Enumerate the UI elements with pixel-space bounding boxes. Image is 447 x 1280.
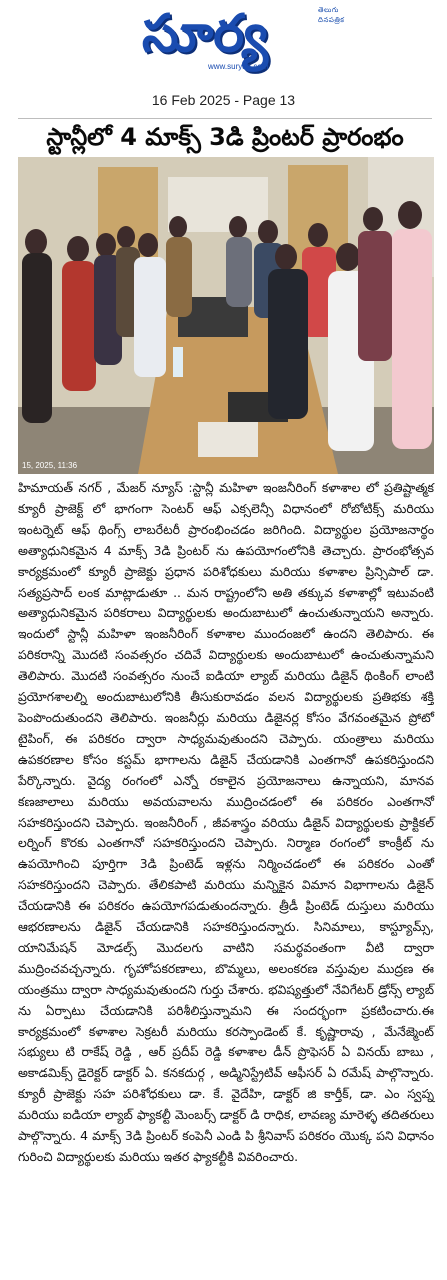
photo-timestamp: 15, 2025, 11:36: [22, 461, 78, 470]
edition-dateline: 16 Feb 2025 - Page 13: [151, 92, 296, 108]
logo-url[interactable]: www.suryaa.com: [208, 62, 269, 71]
article-headline: స్టాన్లీలో 4 మాక్స్ 3డి ప్రింటర్ ప్రారంభం: [18, 118, 432, 153]
masthead: [0, 0, 447, 88]
logo-wordmark: సూర్య: [142, 4, 268, 64]
group-photo-icon: [18, 157, 434, 474]
article-photo: [18, 157, 434, 474]
logo-tagline: తెలుగు దినపత్రిక: [318, 6, 345, 24]
article-body: హిమాయత్ నగర్ , మేజర్ న్యూస్ :స్టాన్లీ మహిళా ఇంజనీరింగ్ కళాశాల లో ప్రతిష్టాత్మక క్యూరీ ప్రాజెక్ట్ లో భాగంగా సెంటర్ ఆఫ్ ఎక్సలెన్సీ విధానంలో రోబోటిక్స్ మరియు ఇంటర్నెట్ ఆఫ్ థింగ్స్ లాబరేటరీ ప్రారంభించడం జరిగింది. విద్యార్థుల ప్రయోజనార్థం అత్యాధునికమైన 4 మాక్స్ 3డి ప్రింటర్ ను ఉపయోగంలోనికి తెచ్చారు. ప్రారంభోత్సవ కార్యక్రమంలో క్యూరీ ప్రాజెక్టు ప్రధాన పరిశోధకులు మరియు కళాశాల ప్రిన్సిపాల్ డా. సత్యప్రసాద్ లంక మాట్లాడుతూ .. మన రాష్ట్రంలోని అతి తక్కువ కళాశాల్లో ఇటువంటి అత్యాధునికమైన పరికరాలు విద్యార్థులకు అందుబాటులో ఉంచుతున్నాయని అన్నారు. ఇందులో స్టాన్లీ మహిళా ఇంజనీరింగ్ కళాశాల ముందంజలో ఉందని తెలిపారు. ఈ పరికరాన్ని మొదటి సంవత్సరం చదివే విద్యార్థులకు అందుబాటులో ఉంచుతున్నామని తెలిపారు. మొదటి సంవత్సరం నుంచే ఐడియా ల్యాబ్ మరియు డిజైన్ థింకింగ్ లాంటి ప్రయోగశాలల్ని అందుబాటులోనికి తీసుకురావడం వలన విద్యార్థులకు ప్రతిభకు శక్తి పెంపొందుతుందని తెలిపారు. ఇంజనీర్లు మరియు డిజైనర్ల కోసం వేగవంతమైన ప్రోటో టైపింగ్, ఈ పరికరం ద్వారా సాధ్యమవుతుందని చెప్పారు. యంత్రాలు మరియు ఉపకరణాల కోసం కస్టమ్ భాగాలను డిజైన్ చేయడానికి ఎంతగానో ఉపకరిస్తుందని పేర్కొన్నారు. వైద్య రంగంలో ఎన్నో రకాలైన ప్రయోజనాలు ఉన్నాయని, మానవ కణజాలాలు మరియు అవయవాలను ముద్రించడంలో ఈ పరికరం ఎంతగానో సహకరిస్తుందని చెప్పారు. ఇంజనీరింగ్ , జీవశాస్త్రం వరియు డిజైన్ విద్యార్థులకు ప్రాక్టికల్ లర్నింగ్ కొరకు ఎంతగానో సహకరిస్తుందని చెప్పారు. నిర్మాణ రంగంలో కాంక్రీట్ ను ఉపయోగించి పూర్తిగా 3డి ప్రింటెడ్ ఇళ్లను నిర్మించడంలో ఈ పరికరం ఎంతో సహకరిస్తుందని చెప్పారు. తేలికపాటి మరియు మన్నికైన విమాన విభాగాలను డిజైన్ చేయడానికి ఈ పరికరం ఉపయోగపడుతుందన్నారు. త్రీడీ ప్రింటెడ్ దుస్తులు మరియు ఆభరణాలను డిజైన్ చేయడానికి సహకరిస్తుందన్నారు. సినిమాలు, కాస్ట్యూమ్స్, యానిమేషన్ మోడల్స్ మొదలగు వాటిని సమర్థవంతంగా వీటి ద్వారా ముద్రించవచ్చన్నారు. గృహోపకరణాలు, బొమ్మలు, అలంకరణ వస్తువుల ముద్రణ ఈ యంత్రము ద్వారా సాధ్యమవుతుందని గుర్తు చేశారు. భవిష్యత్తులో నేవిగేటర్ డ్రోన్స్ ల్యాబ్ ను ఏర్పాటు చేయడానికి పరిశీలిస్తున్నామని ఈ సందర్భంగా ప్రకటించారు.ఈ కార్యక్రమంలో కళాశాల సెక్రటరీ మరియు కరస్పాండెంట్ కే. కృష్ణారావు , మేనేజ్మెంట్ సభ్యులు టి రాకేష్ రెడ్డి , ఆర్ ప్రదీప్ రెడ్డి కళాశాల డీన్ ప్రొఫెసర్ ఏ వినయ్ బాబు , అకాడమిక్స్ డైరెక్టర్ డాక్టర్ ఏ. కనకదుర్గ , అడ్మినిస్ట్రేటివ్ ఆఫీసర్ ఏ రమేష్ పాల్గొన్నారు. క్యూరీ ప్రాజెక్టు సహ పరిశోధకులు డా. కే. వైదేహి, డాక్టర్ జి కార్తీక్, డా. ఎం స్వప్న మరియు ఐడియా ల్యాబ్ ఫ్యాకల్టీ మెంబర్స్ డాక్టర్ డి రాధిక, లావణ్య మారెళ్ళ తదితరులు పాల్గొన్నారు. 4 మాక్స్ 3డి ప్రింటర్ కంపెనీ ఎండి పి శ్రీనివాస్ పరికరం యొక్క పని విధానం గురించి విద్యార్థులకు మరియు ఇతర ఫ్యాకల్టీకి వివరించారు.: [18, 480, 438, 1164]
newspaper-logo[interactable]: [128, 2, 345, 74]
